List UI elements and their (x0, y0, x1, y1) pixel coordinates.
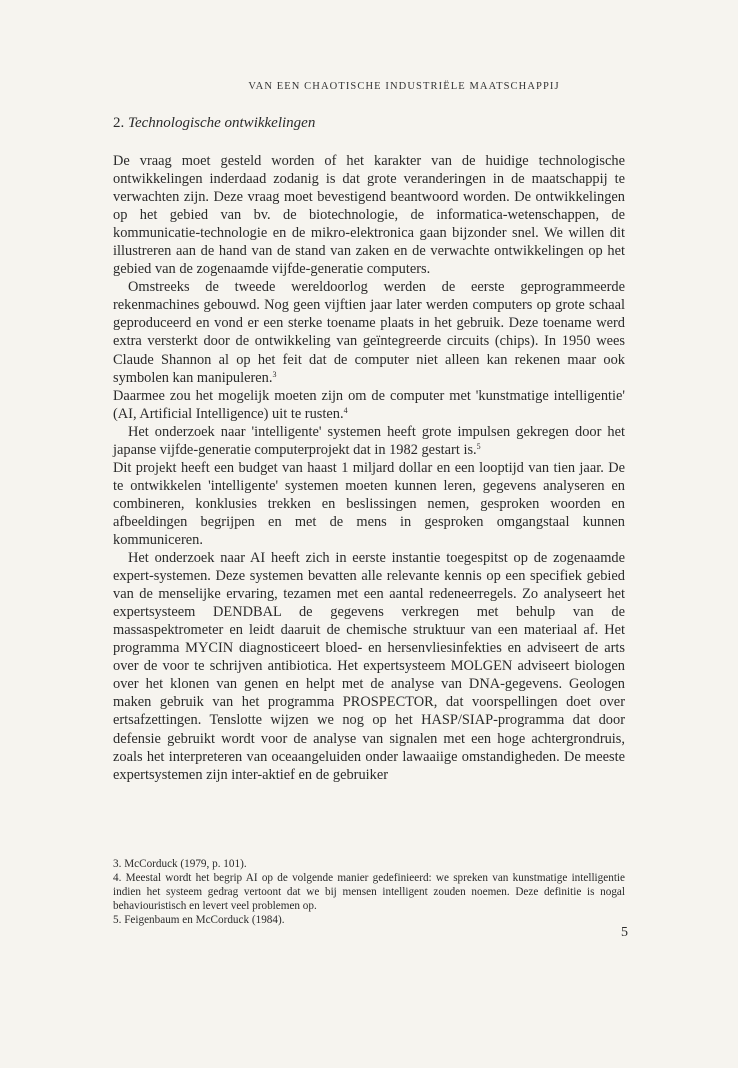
section-number: 2. (113, 115, 125, 131)
footnote-3 (113, 857, 625, 871)
footnote-number: 3. (113, 858, 122, 870)
paragraph-2 (113, 278, 625, 422)
paragraph-3-text: Het onderzoek naar 'intelligente' systemen heeft grote impulsen gekregen door het japanse vijfde-generatie computerprojekt dat in 1982 gestart is. (113, 423, 625, 458)
footnote-text: Feigenbaum en McCorduck (1984). (124, 914, 285, 926)
paragraph-2-text: Omstreeks de tweede wereldoorlog werden de eerste geprogrammeerde rekenmachines gebouwd. Nog geen vijftien jaar later werden computers op grote schaal geproduceerd en vond er een sterke toename plaats in het gebruik. Deze toename werd extra versterkt door de ontwikkeling van geïntegreerde circuits (chips). In 1950 wees Claude Shannon al op het feit dat de computer niet alleen kan rekenen maar ook symbolen kan manipuleren. (113, 279, 625, 386)
running-head: VAN EEN CHAOTISCHE INDUSTRIËLE MAATSCHAPPIJ (248, 81, 560, 92)
footnotes (113, 857, 625, 927)
footnote-4 (113, 871, 625, 913)
footnote-ref-4[interactable]: 4 (343, 405, 348, 415)
paragraph-1-text: De vraag moet gesteld worden of het karakter van de huidige technologische ontwikkelingen inderdaad zodanig is dat grote veranderingen in de maatschappij te verwachten zijn. Deze vraag moet bevestigend beantwoord worden. De ontwikkelingen op het gebied van bv. de biotechnologie, de informatica-wetenschappen, de kommunicatie-technologie en de mikro-elektronica gaan bijzonder snel. We willen dit illustreren aan de hand van de stand van zaken en de verwachte ontwikkelingen op het gebied van de zogenaamde vijfde-generatie computers. (113, 153, 625, 278)
paragraph-3 (113, 423, 625, 549)
footnote-ref-5[interactable]: 5 (476, 441, 481, 451)
paragraph-3-text-continued: Dit projekt heeft een budget van haast 1 miljard dollar en een looptijd van tien jaar. De te ontwikkelen 'intelligente' systemen moeten kunnen leren, gegevens analyseren en combineren, konklusies trekken en beslissingen nemen, gesproken woorden en afbeeldingen begrijpen en met de mens in gesproken omgangstaal kunnen kommuniceren. (113, 459, 625, 548)
body-text (113, 152, 625, 784)
section-title: Technologische ontwikkelingen (128, 115, 316, 131)
paragraph-1 (113, 152, 625, 278)
section-heading (113, 115, 315, 132)
paragraph-4 (113, 549, 625, 784)
footnote-5 (113, 913, 625, 927)
footnote-text: McCorduck (1979, p. 101). (124, 858, 247, 870)
footnote-number: 4. (113, 872, 122, 884)
footnote-text: Meestal wordt het begrip AI op de volgende manier gedefinieerd: we spreken van kunstmatige intelligentie indien het systeem gedrag vertoont dat we bij mensen intelligent zouden noemen. Deze definitie is nogal behaviouristisch en levert veel problemen op. (113, 872, 626, 912)
footnote-ref-3[interactable]: 3 (272, 369, 277, 379)
paragraph-4-text: Het onderzoek naar AI heeft zich in eerste instantie toegespitst op de zogenaamde expert-systemen. Deze systemen bevatten alle relevante kennis op een specifiek gebied van de menselijke ervaring, tezamen met een aantal redeneerregels. Zo analyseert het expertsysteem DENDBAL de gegevens verkregen met behulp van de massaspektrometer en leidt daaruit de chemische struktuur van een materiaal af. Het programma MYCIN diagnosticeert bloed- en hersenvliesinfekties en adviseert de arts over de voor te schrijven antibiotica. Het expertsysteem MOLGEN adviseert biologen over het klonen van genen en helpt met de analyse van DNA-gegevens. Geologen maken gebruik van het programma PROSPECTOR, dat voorspellingen doet over ertsafzettingen. Tenslotte wijzen we nog op het HASP/SIAP-programma dat door defensie gebruikt wordt voor de analyse van signalen met een hoge achtergrondruis, zoals het interpreteren van oceaangeluiden onder lawaaiige omstandigheden. De meeste expertsystemen zijn inter-aktief en de gebruiker (113, 550, 625, 783)
paragraph-2-text-continued: Daarmee zou het mogelijk moeten zijn om de computer met 'kunstmatige intelligentie' (AI, Artificial Intelligence) uit te rusten. (113, 387, 625, 422)
page-number: 5 (621, 925, 628, 940)
footnote-number: 5. (113, 914, 122, 926)
